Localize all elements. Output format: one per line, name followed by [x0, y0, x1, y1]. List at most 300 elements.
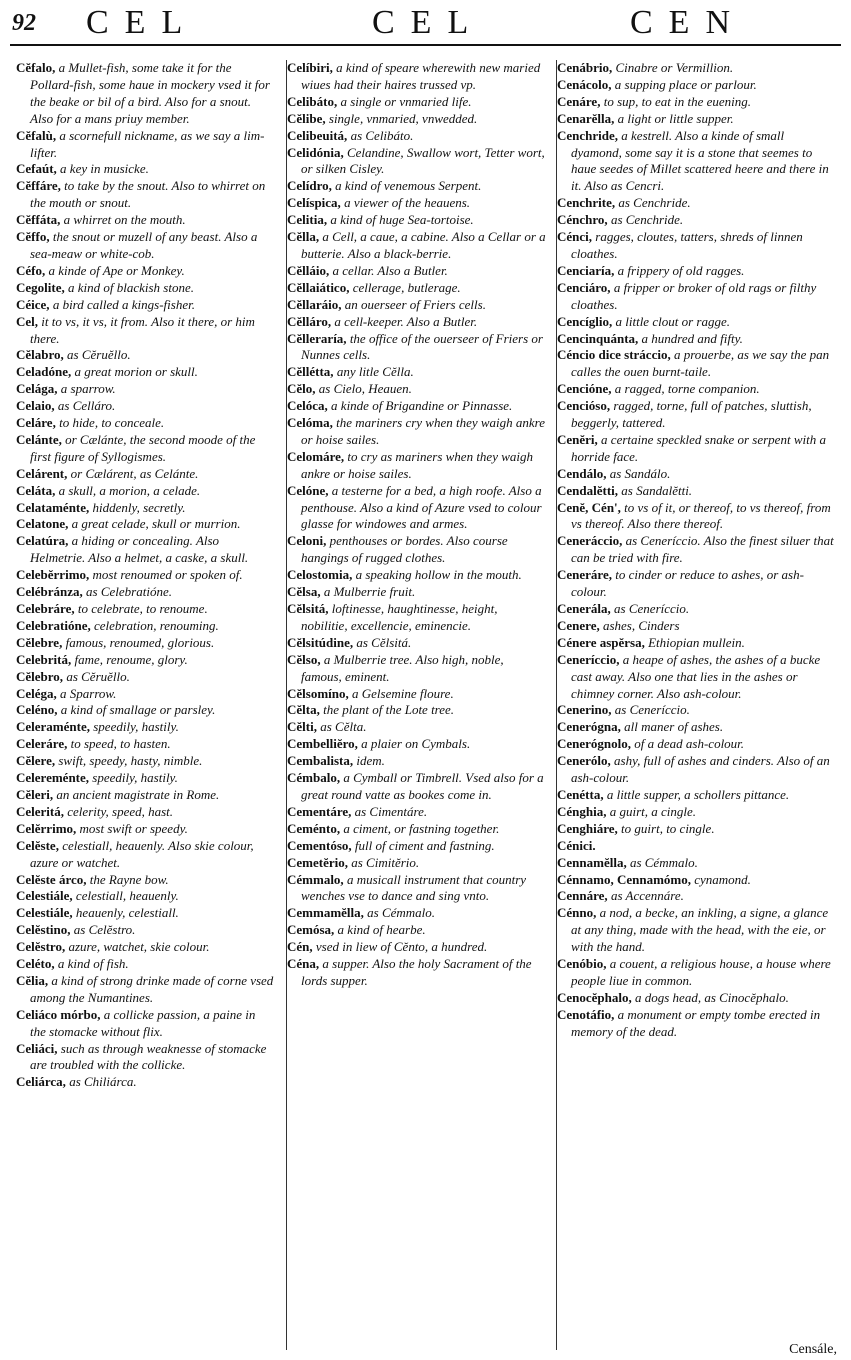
entry-headword: Cĕlabro,: [16, 347, 64, 363]
dictionary-entry: [16, 178, 274, 212]
dictionary-entry: [16, 1074, 274, 1091]
entry-headword: Celánte,: [16, 431, 62, 447]
entry-headword: Celárent,: [16, 465, 68, 481]
dictionary-entry: [287, 804, 547, 821]
entry-headword: Celága,: [16, 381, 58, 397]
dictionary-entry: [16, 415, 274, 432]
dictionary-entry: [16, 939, 274, 956]
entry-definition: to celebrate, to renoume.: [74, 601, 208, 616]
entry-headword: Cencíglio,: [557, 313, 613, 329]
dictionary-entry: [287, 652, 547, 686]
entry-headword: Cembalista,: [287, 753, 354, 769]
entry-definition: a prouerbe, as we say the pan calles the ouen burnt-taile.: [571, 347, 830, 380]
dictionary-entry: [16, 838, 274, 872]
entry-headword: Celiáco mórbo,: [16, 1006, 101, 1022]
entry-headword: Celáre,: [16, 415, 56, 431]
entry-headword: Celeraménte,: [16, 719, 90, 735]
entry-definition: to speed, to hasten.: [67, 736, 171, 752]
entry-headword: Cenchrite,: [557, 195, 616, 211]
entry-definition: a kind of venemous Serpent.: [331, 178, 482, 194]
dictionary-entry: [287, 770, 547, 804]
entry-definition: or Cælárent, as Celánte.: [67, 465, 199, 481]
dictionary-entry: [16, 347, 274, 364]
dictionary-entry: [287, 855, 547, 872]
dictionary-entry: [557, 838, 837, 855]
dictionary-entry: [287, 719, 547, 736]
dictionary-entry: [557, 111, 837, 128]
dictionary-entry: [16, 1041, 274, 1075]
dictionary-entry: [287, 567, 547, 584]
entry-headword: Cenarĕlla,: [557, 110, 615, 126]
entry-definition: ragged, torne, full of patches, sluttish, beggerly, tattered.: [571, 398, 812, 431]
entry-headword: Cenóbio,: [557, 956, 607, 972]
dictionary-entry: [557, 314, 837, 331]
entry-definition: a heape of ashes, the ashes of a bucke cast away. Also one that lies in the ashes or chimney corner. Also ash-colour.: [571, 651, 821, 701]
entry-headword: Celóca,: [287, 398, 328, 414]
entry-headword: Cemósa,: [287, 922, 335, 938]
dictionary-entry: [287, 263, 547, 280]
header-rule: [10, 44, 841, 46]
entry-headword: Cĕleri,: [16, 786, 54, 802]
entry-definition: a Mulberrie tree. Also high, noble, famous, eminent.: [301, 651, 504, 684]
entry-definition: a supping place or parlour.: [611, 76, 757, 92]
dictionary-entry: [557, 263, 837, 280]
dictionary-entry: [16, 60, 274, 128]
dictionary-entry: [287, 111, 547, 128]
dictionary-entry: [557, 128, 837, 196]
entry-headword: Cefaút,: [16, 161, 57, 177]
entry-definition: as Cimitĕrio.: [348, 854, 420, 870]
entry-definition: a light or little supper.: [614, 110, 734, 126]
entry-definition: as Cémmalo.: [626, 854, 698, 870]
dictionary-entry: [287, 297, 547, 314]
entry-definition: a kinde of Ape or Monkey.: [45, 262, 185, 278]
dictionary-entry: [16, 432, 274, 466]
dictionary-entry: [16, 398, 274, 415]
entry-definition: vsed in liew of Cĕnto, a hundred.: [312, 939, 488, 955]
entry-definition: a Cymball or Timbrell. Vsed also for a great round vatte as bookes come in.: [301, 770, 544, 802]
entry-headword: Cenocĕphalo,: [557, 989, 632, 1005]
entry-definition: ashy, full of ashes and cinders. Also of an ash-colour.: [571, 753, 830, 786]
entry-definition: a hiding or concealing. Also Helmetrie. Also a helmet, a caske, a skull.: [30, 533, 249, 566]
dictionary-entry: [16, 212, 274, 229]
entry-headword: Celóma,: [287, 415, 333, 431]
entry-definition: to take by the snout. Also to whirret on the mouth or snout.: [30, 178, 266, 211]
dictionary-entry: [287, 178, 547, 195]
entry-headword: Cemetĕrio,: [287, 854, 348, 870]
dictionary-entry: [287, 195, 547, 212]
entry-headword: Ceneríccio,: [557, 651, 620, 667]
entry-definition: a dogs head, as Cinocĕphalo.: [631, 989, 789, 1005]
dictionary-entry: [287, 956, 547, 990]
dictionary-entry: [16, 483, 274, 500]
dictionary-entry: [287, 94, 547, 111]
entry-definition: speedily, hastily.: [90, 719, 179, 735]
entry-headword: Cenotáfio,: [557, 1006, 615, 1022]
entry-definition: cynamond.: [690, 871, 751, 887]
dictionary-entry: [557, 753, 837, 787]
dictionary-entry: [16, 770, 274, 787]
entry-headword: Celĕstino,: [16, 922, 71, 938]
dictionary-entry: [287, 280, 547, 297]
entry-definition: a kind of fish.: [54, 956, 129, 972]
entry-headword: Celébránza,: [16, 584, 83, 600]
entry-headword: Celoni,: [287, 533, 327, 549]
entry-definition: a Mulberrie fruit.: [320, 584, 416, 600]
entry-headword: Cénci,: [557, 229, 593, 245]
entry-headword: Cénere aspĕrsa,: [557, 634, 645, 650]
dictionary-entry: [287, 702, 547, 719]
entry-definition: a Cell, a caue, a cabine. Also a Cellar or a butterie. Also a black-berrie.: [301, 229, 546, 261]
dictionary-entry: [16, 635, 274, 652]
entry-definition: as Celĕstro.: [70, 922, 136, 938]
entry-headword: Cén,: [287, 939, 313, 955]
entry-definition: to cinder or reduce to ashes, or ash-colour.: [571, 567, 804, 600]
entry-definition: azure, watchet, skie colour.: [65, 939, 210, 955]
entry-headword: Cĕlláio,: [287, 262, 330, 278]
entry-definition: as Sandalĕtti.: [618, 482, 693, 498]
entry-definition: an ouerseer of Friers cells.: [341, 296, 486, 312]
entry-definition: the plant of the Lote tree.: [319, 702, 455, 718]
dictionary-entry: [287, 686, 547, 703]
dictionary-entry: [557, 736, 837, 753]
column-2: [286, 60, 547, 1350]
entry-definition: a fripper or broker of old rags or filthy cloathes.: [571, 279, 817, 312]
dictionary-entry: [557, 905, 837, 956]
dictionary-entry: [287, 128, 547, 145]
entry-headword: Cénnamo, Cennamómo,: [557, 871, 691, 887]
entry-definition: a kind of strong drinke made of corne vsed among the Numantines.: [30, 972, 274, 1005]
entry-definition: of a dead ash-colour.: [631, 736, 745, 752]
dictionary-entry: [557, 652, 837, 703]
entry-headword: Ceneráccio,: [557, 533, 623, 549]
page-header: [0, 4, 851, 42]
entry-definition: celestiall, heauenly. Also skie colour, azure or watchet.: [30, 837, 254, 870]
entry-definition: a testerne for a bed, a high roofe. Also a penthouse. Also a kind of Azure vsed to colour glasse for windowes and armes.: [301, 482, 542, 532]
entry-definition: heauenly, celestiall.: [72, 905, 179, 921]
entry-headword: Ceneráre,: [557, 567, 612, 583]
entry-headword: Cĕlsa,: [287, 584, 321, 600]
entry-definition: most renoumed or spoken of.: [89, 567, 243, 583]
entry-definition: a bird called a kings-fisher.: [49, 296, 195, 312]
entry-headword: Cenerógna,: [557, 719, 621, 735]
dictionary-entry: [16, 229, 274, 263]
entry-definition: a viewer of the heauens.: [340, 195, 471, 211]
entry-headword: Celéno,: [16, 702, 58, 718]
entry-definition: as Cémmalo.: [363, 905, 436, 921]
entry-headword: Cĕllaiático,: [287, 279, 350, 295]
entry-headword: Cĕfalù,: [16, 127, 57, 143]
dictionary-entry: [557, 601, 837, 618]
entry-headword: Cencióne,: [557, 381, 612, 397]
entry-headword: Celaio,: [16, 398, 55, 414]
entry-headword: Cenerála,: [557, 601, 611, 616]
entry-headword: Cennamĕlla,: [557, 854, 627, 870]
entry-headword: Cĕffo,: [16, 229, 50, 245]
dictionary-entry: [287, 415, 547, 449]
dictionary-entry: [16, 922, 274, 939]
entry-headword: Ceménto,: [287, 820, 341, 836]
dictionary-entry: [287, 314, 547, 331]
entry-definition: as Cenchride.: [607, 212, 684, 228]
entry-definition: celebration, renouming.: [90, 617, 219, 633]
dictionary-entry: [16, 128, 274, 162]
entry-headword: Cĕlti,: [287, 719, 317, 735]
dictionary-entry: [557, 804, 837, 821]
dictionary-entry: [557, 956, 837, 990]
entry-definition: a supper. Also the holy Sacrament of the lords supper.: [301, 956, 532, 988]
entry-headword: Cĕlo,: [287, 381, 316, 397]
entry-headword: Cemmamĕlla,: [287, 905, 364, 921]
dictionary-entry: [557, 77, 837, 94]
entry-definition: single, vnmaried, vnwedded.: [325, 110, 478, 126]
entry-headword: Cenchride,: [557, 127, 619, 143]
dictionary-entry: [16, 888, 274, 905]
dictionary-entry: [16, 652, 274, 669]
dictionary-entry: [16, 1007, 274, 1041]
dictionary-entry: [287, 533, 547, 567]
entry-headword: Celéga,: [16, 685, 57, 701]
entry-headword: Céna,: [287, 956, 320, 972]
entry-headword: Cementáre,: [287, 803, 352, 819]
entry-headword: Cĕlsomíno,: [287, 685, 349, 701]
entry-headword: Celostomia,: [287, 567, 353, 583]
entry-headword: Cenerino,: [557, 702, 612, 718]
dictionary-entry: [557, 719, 837, 736]
dictionary-entry: [287, 381, 547, 398]
dictionary-entry: [287, 635, 547, 652]
entry-definition: a little clout or ragge.: [612, 313, 730, 329]
dictionary-entry: [16, 973, 274, 1007]
entry-headword: Cĕlsitúdine,: [287, 634, 354, 650]
dictionary-entry: [16, 297, 274, 314]
entry-headword: Celestiále,: [16, 905, 73, 921]
entry-headword: Celomáre,: [287, 448, 345, 464]
entry-definition: as Accennáre.: [607, 888, 684, 904]
entry-headword: Cénghia,: [557, 803, 607, 819]
running-headword-right: CEN: [630, 4, 746, 41]
dictionary-entry: [16, 719, 274, 736]
entry-headword: Cĕlla,: [287, 229, 320, 245]
entry-definition: famous, renoumed, glorious.: [62, 634, 215, 650]
entry-headword: Cencióso,: [557, 398, 611, 414]
entry-headword: Cĕllaráio,: [287, 296, 342, 312]
dictionary-entry: [287, 838, 547, 855]
entry-headword: Cĕlta,: [287, 702, 320, 718]
entry-headword: Cĕlibe,: [287, 110, 326, 126]
entry-definition: a couent, a religious house, a house where people liue in common.: [571, 956, 831, 988]
dictionary-entry: [557, 483, 837, 500]
dictionary-entry: [557, 787, 837, 804]
entry-headword: Cenerólo,: [557, 753, 611, 769]
entry-headword: Cĕlso,: [287, 651, 321, 667]
entry-definition: a Sparrow.: [56, 685, 117, 701]
entry-definition: as Cĕruĕllo.: [63, 347, 131, 363]
dictionary-entry: [16, 516, 274, 533]
dictionary-entry: [287, 229, 547, 263]
entry-headword: Celebritá,: [16, 651, 72, 667]
column-1: [16, 60, 274, 1350]
dictionary-entry: [16, 533, 274, 567]
entry-headword: Celeráre,: [16, 736, 68, 752]
dictionary-entry: [557, 618, 837, 635]
entry-headword: Cenĕri,: [557, 431, 598, 447]
dictionary-entry: [287, 736, 547, 753]
dictionary-entry: [287, 905, 547, 922]
entry-headword: Cĕlleraría,: [287, 330, 347, 346]
entry-definition: Celandine, Swallow wort, Tetter wort, or silken Cisley.: [301, 144, 545, 177]
entry-headword: Celibeuitá,: [287, 127, 348, 143]
entry-headword: Cendalĕtti,: [557, 482, 619, 498]
entry-definition: as Cenchride.: [615, 195, 691, 211]
entry-headword: Cendálo,: [557, 465, 607, 481]
entry-definition: the Rayne bow.: [86, 871, 169, 887]
entry-headword: Celĕstro,: [16, 939, 66, 955]
entry-headword: Cenciáro,: [557, 279, 611, 295]
entry-definition: a key in musicke.: [56, 161, 149, 177]
entry-headword: Cennáre,: [557, 888, 608, 904]
entry-definition: idem.: [353, 753, 385, 769]
dictionary-entry: [557, 60, 837, 77]
entry-definition: any litle Cĕlla.: [333, 364, 414, 380]
entry-headword: Cĕffáre,: [16, 178, 61, 194]
entry-definition: a kind of smallage or parsley.: [57, 702, 216, 718]
dictionary-entry: [16, 381, 274, 398]
entry-definition: a musicall instrument that country wenches vse to dance and sing vnto.: [301, 871, 527, 904]
entry-headword: Celíspica,: [287, 195, 341, 211]
dictionary-entry: [287, 60, 547, 94]
dictionary-entry: [287, 872, 547, 906]
dictionary-entry: [557, 855, 837, 872]
entry-headword: Cel,: [16, 313, 39, 329]
dictionary-entry: [287, 212, 547, 229]
entry-definition: hiddenly, secretly.: [89, 499, 186, 515]
entry-definition: a kind of hearbe.: [334, 922, 426, 938]
dictionary-entry: [16, 280, 274, 297]
entry-headword: Cénno,: [557, 905, 597, 921]
entry-headword: Celóne,: [287, 482, 329, 498]
dictionary-entry: [557, 872, 837, 889]
dictionary-entry: [16, 753, 274, 770]
dictionary-entry: [16, 314, 274, 348]
entry-definition: a kind of huge Sea-tortoise.: [327, 212, 474, 228]
entry-definition: a ciment, or fastning together.: [340, 820, 500, 836]
entry-headword: Céice,: [16, 296, 50, 312]
dictionary-entry: [557, 195, 837, 212]
entry-definition: to guirt, to cingle.: [617, 820, 715, 836]
entry-definition: ragges, cloutes, tatters, shreds of linnen cloathes.: [571, 229, 803, 261]
dictionary-entry: [557, 432, 837, 466]
entry-definition: a plaier on Cymbals.: [357, 736, 471, 752]
entry-headword: Cenere,: [557, 617, 600, 633]
dictionary-entry: [287, 331, 547, 365]
dictionary-entry: [557, 990, 837, 1007]
entry-definition: a hundred and fifty.: [638, 330, 743, 346]
dictionary-entry: [287, 584, 547, 601]
entry-headword: Celiáci,: [16, 1040, 58, 1056]
dictionary-entry: [287, 939, 547, 956]
entry-headword: Cegolite,: [16, 279, 65, 295]
entry-headword: Cenerógnolo,: [557, 736, 632, 752]
entry-definition: swift, speedy, hasty, nimble.: [55, 753, 203, 769]
dictionary-entry: [16, 787, 274, 804]
entry-definition: as Celebratióne.: [82, 584, 172, 600]
entry-headword: Celibáto,: [287, 93, 338, 109]
entry-definition: Cinabre or Vermillion.: [612, 60, 734, 75]
dictionary-entry: [557, 635, 837, 652]
running-headword-left: CEL: [86, 4, 199, 41]
column-3: [556, 60, 837, 1350]
entry-headword: Cĕlere,: [16, 753, 56, 769]
entry-definition: speedily, hastily.: [89, 770, 178, 786]
entry-headword: Celebratióne,: [16, 617, 91, 633]
entry-headword: Cenĕ, Cén',: [557, 499, 621, 515]
entry-definition: a kind of blackish stone.: [64, 279, 194, 295]
dictionary-entry: [16, 466, 274, 483]
entry-headword: Cĕlebre,: [16, 634, 63, 650]
entry-definition: an ancient magistrate in Rome.: [53, 786, 220, 802]
entry-headword: Cémbalo,: [287, 770, 341, 786]
dictionary-entry: [287, 398, 547, 415]
entry-definition: as Celibáto.: [347, 127, 414, 143]
entry-definition: a sparrow.: [57, 381, 116, 397]
entry-definition: a scornefull nickname, as we say a lim-lifter.: [30, 127, 265, 160]
dictionary-entry: [287, 449, 547, 483]
entry-definition: as Cimentáre.: [351, 803, 428, 819]
dictionary-entry: [16, 567, 274, 584]
entry-definition: to sup, to eat in the euening.: [600, 93, 752, 109]
entry-definition: as Cielo, Heauen.: [315, 381, 412, 397]
entry-headword: Celeritá,: [16, 803, 65, 819]
dictionary-entry: [16, 821, 274, 838]
entry-headword: Cĕlia,: [16, 972, 49, 988]
dictionary-entry: [16, 804, 274, 821]
dictionary-entry: [16, 364, 274, 381]
entry-definition: celerity, speed, hast.: [64, 803, 174, 819]
dictionary-entry: [557, 533, 837, 567]
entry-definition: Ethiopian mullein.: [644, 634, 745, 650]
entry-headword: Celĕste árco,: [16, 871, 87, 887]
entry-headword: Cenácolo,: [557, 76, 612, 92]
dictionary-entry: [287, 922, 547, 939]
entry-headword: Celĕrrimo,: [16, 820, 77, 836]
entry-definition: the snout or muzell of any beast. Also a sea-meaw or white-cob.: [30, 229, 258, 261]
entry-definition: a ragged, torne companion.: [611, 381, 760, 397]
entry-headword: Cencinquánta,: [557, 330, 639, 346]
entry-definition: most swift or speedy.: [76, 820, 188, 836]
entry-headword: Celéto,: [16, 956, 55, 972]
dictionary-entry: [16, 618, 274, 635]
entry-definition: a Mullet-fish, some take it for the Pollard-fish, some haue in mockery vsed it for the beake or bil of a bird. Also for a snout. Also for a mans priuy member.: [30, 60, 270, 126]
entry-definition: a little supper, a schollers pittance.: [603, 786, 790, 802]
entry-headword: Cenétta,: [557, 786, 604, 802]
entry-headword: Celatúra,: [16, 533, 69, 549]
dictionary-entry: [16, 263, 274, 280]
entry-headword: Celadóne,: [16, 364, 72, 380]
dictionary-entry: [557, 347, 837, 381]
entry-headword: Celidónia,: [287, 144, 344, 160]
entry-headword: Cenghiáre,: [557, 820, 618, 836]
entry-definition: a skull, a morion, a celade.: [55, 482, 201, 498]
entry-headword: Cémmalo,: [287, 871, 344, 887]
running-headword-center: CEL: [372, 4, 485, 41]
dictionary-entry: [557, 212, 837, 229]
entry-definition: a nod, a becke, an inkling, a signe, a glance at any thing, made with the head, with the eie, or with the hand.: [571, 905, 829, 955]
entry-headword: Celíbiri,: [287, 60, 333, 75]
entry-headword: Celídro,: [287, 178, 332, 194]
dictionary-entry: [16, 584, 274, 601]
entry-definition: to cry as mariners when they waigh ankre or hoise sailes.: [301, 448, 533, 481]
